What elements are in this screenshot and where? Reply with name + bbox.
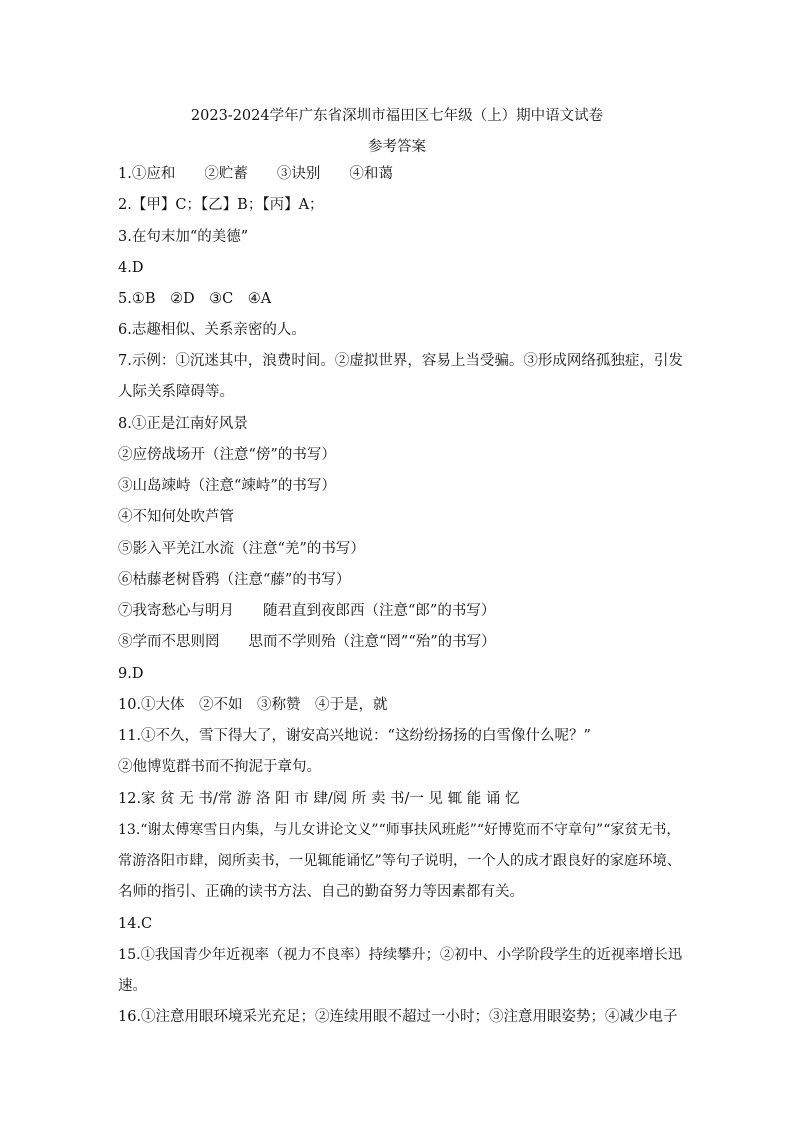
answer-line: 6.志趣相似、关系亲密的人。	[118, 322, 306, 338]
answer-line: ⑤影入平羌江水流（注意“羌”的书写）	[118, 541, 365, 557]
answer-line: ②他博览群书而不拘泥于章句。	[118, 759, 321, 775]
answer-line: 15.①我国青少年近视率（视力不良率）持续攀升；②初中、小学阶段学生的近视率增长迅	[118, 947, 683, 963]
answer-line: 5.①B ②D ③C ④A	[118, 291, 272, 307]
answer-line: 16.①注意用眼环境采光充足；②连续用眼不超过一小时；③注意用眼姿势；④减少电子	[118, 1009, 678, 1025]
answer-line: ⑦我寄愁心与明月 随君直到夜郎西（注意“郎”的书写）	[118, 603, 496, 619]
answer-line: 7.示例：①沉迷其中，浪费时间。②虚拟世界，容易上当受骗。③形成网络孤独症，引发	[118, 353, 683, 369]
answer-line: 12.家 贫 无 书/常 游 洛 阳 市 肆/阅 所 卖 书/一 见 辄 能 诵 忆	[118, 791, 520, 807]
answer-line: ③山岛竦峙（注意“竦峙”的书写）	[118, 478, 336, 494]
answer-line: 4.D	[118, 260, 144, 276]
answer-line: 2.【甲】C；【乙】B；【丙】A；	[118, 197, 324, 213]
answer-line: ⑥枯藤老树昏鸦（注意“藤”的书写）	[118, 572, 351, 588]
answer-line: ⑧学而不思则罔 思而不学则殆（注意“罔”“殆”的书写）	[118, 634, 496, 650]
answer-line: 1.①应和 ②贮蓄 ③诀别 ④和蔼	[118, 166, 393, 182]
answer-line: 人际关系障碍等。	[118, 384, 234, 400]
answer-line: ④不知何处吹芦管	[118, 509, 234, 525]
answer-line: 3.在句末加“的美德”	[118, 229, 249, 245]
page-title: 2023-2024学年广东省深圳市福田区七年级（上）期中语文试卷	[190, 108, 604, 124]
answer-line: 8.①正是江南好风景	[118, 416, 248, 432]
answer-line: 10.①大体 ②不如 ③称赞 ④于是，就	[118, 697, 388, 713]
answer-line: 14.C	[118, 916, 153, 932]
answer-line: 常游洛阳市肆，阅所卖书，一见辄能诵忆”等句子说明，一个人的成才跟良好的家庭环境、	[118, 853, 682, 869]
answer-line: 11.①不久，雪下得大了，谢安高兴地说：“这纷纷扬扬的白雪像什么呢？”	[118, 728, 591, 744]
answer-line: 速。	[118, 978, 147, 994]
answer-line: ②应傍战场开（注意“傍”的书写）	[118, 447, 336, 463]
answer-line: 名师的指引、正确的读书方法、自己的勤奋努力等因素都有关。	[118, 884, 524, 900]
answer-line: 9.D	[118, 666, 144, 682]
page-subtitle: 参考答案	[368, 139, 426, 155]
answer-line: 13.“谢太傅寒雪日内集，与儿女讲论文义”“师事扶风班彪”“好博览而不守章句”“家贫无书，	[118, 822, 681, 838]
